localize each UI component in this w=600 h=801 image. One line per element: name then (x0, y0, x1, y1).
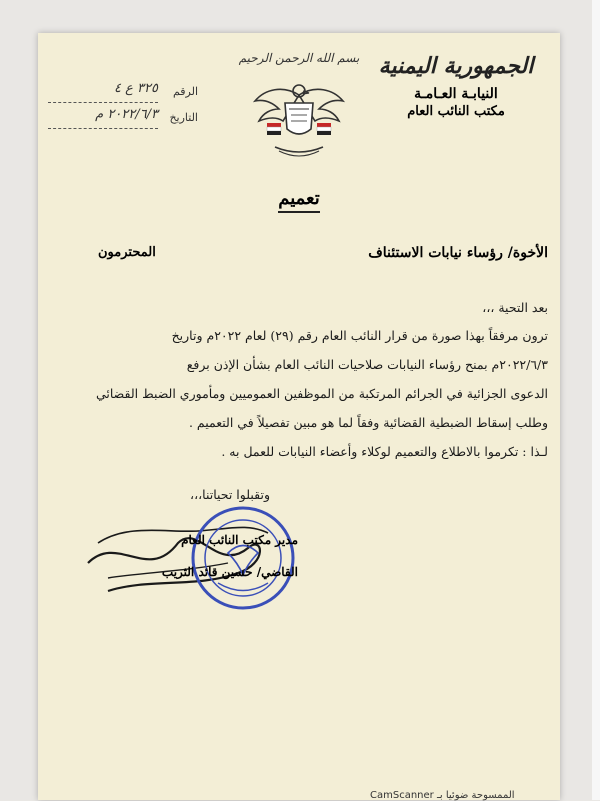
date-label: التاريخ (169, 111, 198, 124)
body-line-2: ٢٠٢٢/٦/٣م بمنح رؤساء النيابات صلاحيات النائب العام بشأن الإذن برفع (186, 357, 548, 372)
signatory-name: القاضي/ حسين قائد الثريب (161, 565, 298, 579)
document-title: تعميم (38, 188, 560, 209)
body-line-4: وطلب إسقاط الضبطية القضائية وفقاً لما هو مبين تفصيلاً في التعميم . (188, 415, 548, 430)
official-stamp-icon (188, 503, 298, 613)
reference-label: الرقم (172, 85, 198, 98)
greeting: بعد التحية ،،، (482, 300, 548, 315)
page-edge (592, 0, 600, 800)
reference-number-row (48, 81, 198, 107)
signatory-title: مدير مكتب النائب العام (181, 533, 298, 547)
instruction-line: لـذا : تكرموا بالاطلاع والتعميم لوكلاء وأعضاء النيابات للعمل به . (221, 444, 548, 459)
reference-fields (48, 81, 198, 133)
scanner-footer: CamScanner الممسوحة ضوئيا بـ (370, 790, 515, 801)
reference-underline (48, 102, 158, 103)
reference-value: ٣٢٥ ع ٤ (114, 81, 158, 96)
org-name: الجمهورية اليمنية (378, 53, 534, 79)
document-page (38, 33, 560, 800)
date-underline (48, 128, 158, 129)
yemen-eagle-emblem-icon (243, 67, 355, 167)
date-value: ٢٠٢٢/٦/٣ م (95, 107, 158, 122)
addressee-suffix: المحترمون (98, 245, 156, 260)
closing: وتقبلوا تحياتنا،،، (190, 487, 270, 502)
body-line-3: الدعوى الجزائية في الجرائم المرتكبة من الموظفين العموميين ومأموري الضبط القضائي (95, 386, 548, 401)
date-row (48, 107, 198, 133)
body-line-1: ترون مرفقاً بهذا صورة من قرار النائب العام رقم (٢٩) لعام ٢٠٢٢م وتاريخ (171, 328, 548, 343)
addressee: الأخوة/ رؤساء نيابات الاستئناف (368, 245, 548, 261)
org-department: النيابـة العـامـة (414, 86, 498, 102)
basmala: بسم الله الرحمن الرحيم (238, 51, 360, 65)
org-office: مكتب النائب العام (407, 104, 505, 119)
